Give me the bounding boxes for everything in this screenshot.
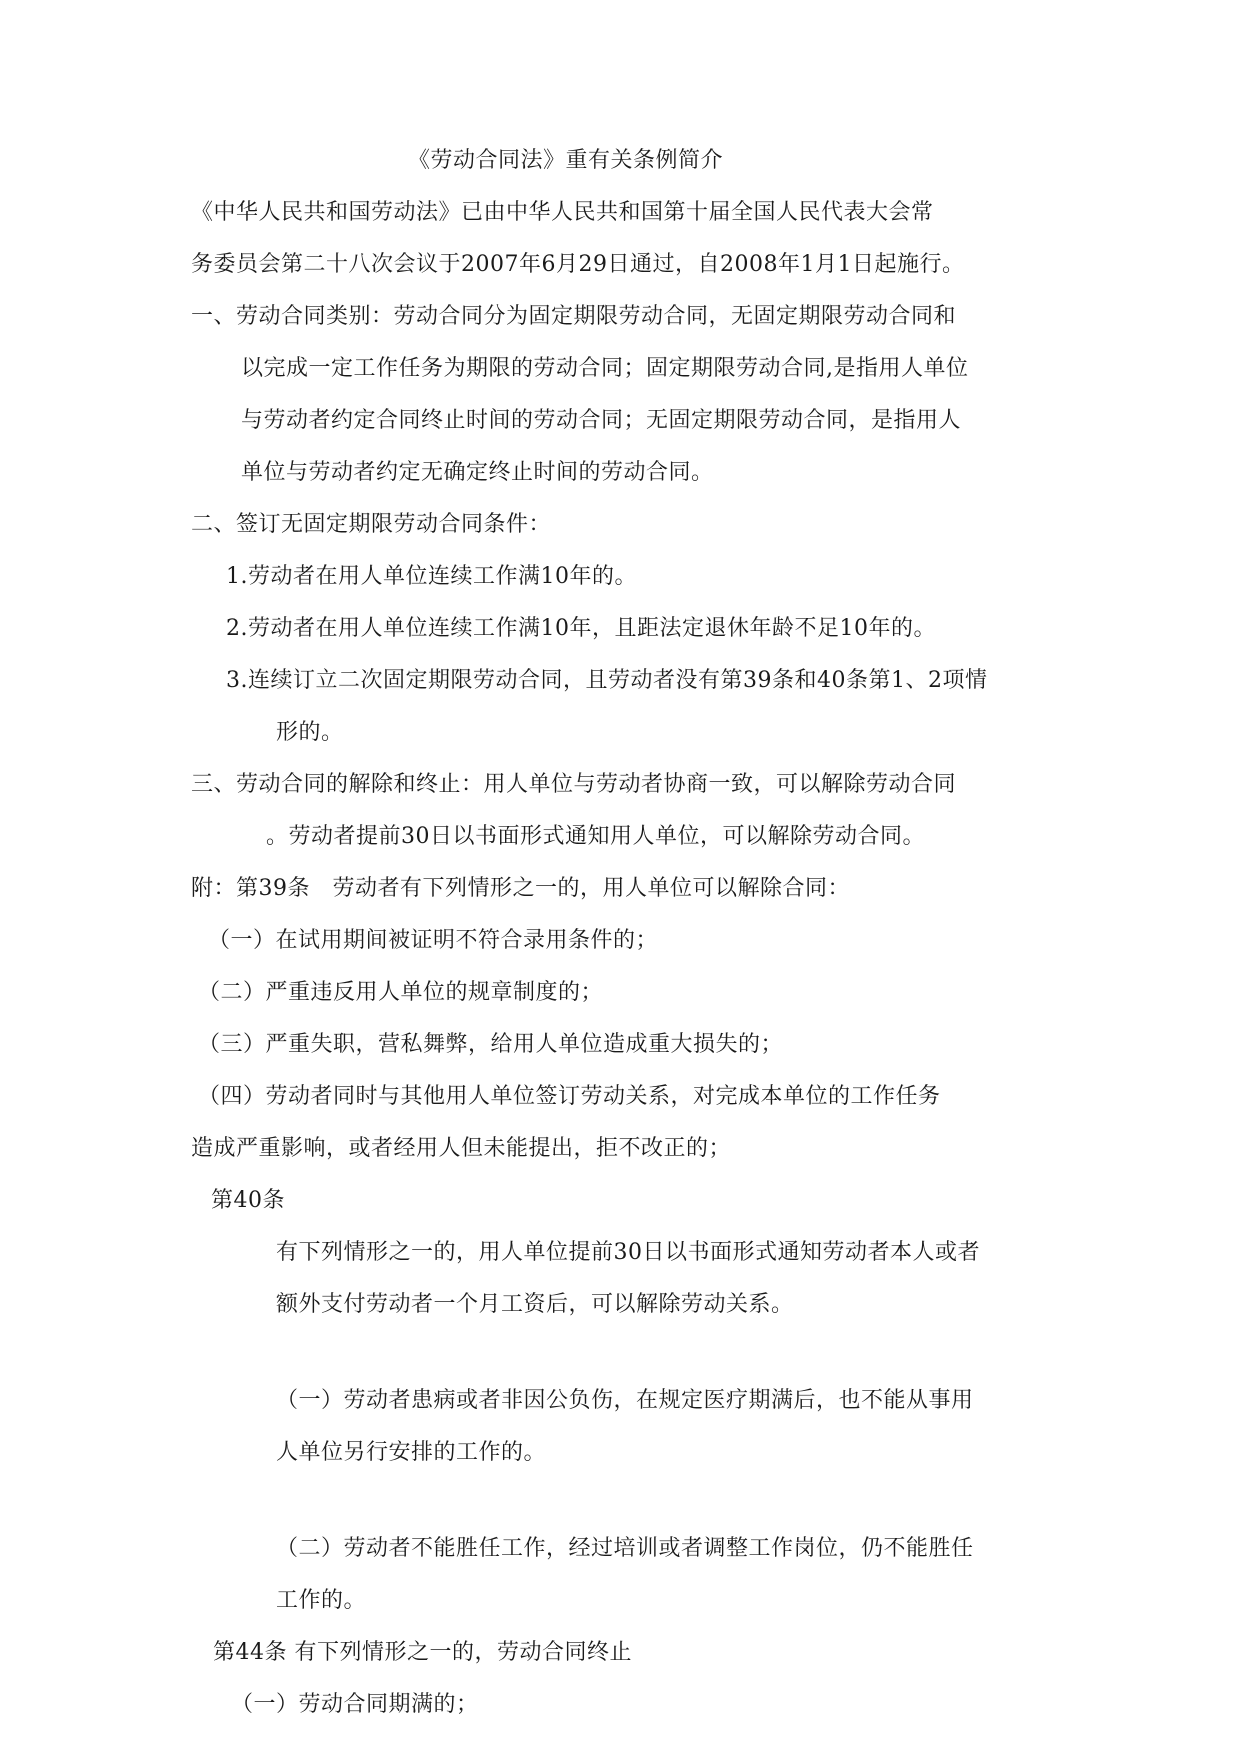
article-44-item-1: （一）劳动合同期满的；	[231, 1692, 479, 1717]
article-40-item-1-line-1: （一）劳动者患病或者非因公负伤，在规定医疗期满后，也不能从事用	[276, 1388, 974, 1413]
section-1-line-1: 一、劳动合同类别：劳动合同分为固定期限劳动合同，无固定期限劳动合同和	[191, 304, 957, 329]
section-2-item-3-line-2: 形的。	[276, 720, 344, 745]
article-39-heading: 附：第39条 劳动者有下列情形之一的，用人单位可以解除合同：	[191, 876, 850, 901]
section-3-line-1: 三、劳动合同的解除和终止：用人单位与劳动者协商一致，可以解除劳动合同	[191, 772, 957, 797]
article-40-item-2-line-1: （二）劳动者不能胜任工作，经过培训或者调整工作岗位，仍不能胜任	[276, 1536, 974, 1561]
section-1-line-4: 单位与劳动者约定无确定终止时间的劳动合同。	[241, 460, 714, 485]
article-40-item-1-line-2: 人单位另行安排的工作的。	[276, 1440, 547, 1465]
section-1-line-3: 与劳动者约定合同终止时间的劳动合同；无固定期限劳动合同，是指用人	[241, 408, 962, 433]
article-44-heading: 第44条 有下列情形之一的，劳动合同终止	[213, 1640, 632, 1665]
intro-line-2: 务委员会第二十八次会议于2007年6月29日通过，自2008年1月1日起施行。	[191, 252, 965, 277]
article-40-body-line-1: 有下列情形之一的，用人单位提前30日以书面形式通知劳动者本人或者	[276, 1240, 980, 1265]
article-40-heading: 第40条	[211, 1188, 285, 1213]
article-39-item-3: （三）严重失职，营私舞弊，给用人单位造成重大损失的；	[198, 1032, 784, 1057]
article-40-body-line-2: 额外支付劳动者一个月工资后，可以解除劳动关系。	[276, 1292, 794, 1317]
document-title: 《劳动合同法》重有关条例简介	[408, 148, 724, 173]
intro-line-1: 《中华人民共和国劳动法》已由中华人民共和国第十届全国人民代表大会常	[191, 200, 934, 225]
section-2-heading: 二、签订无固定期限劳动合同条件：	[191, 512, 552, 537]
section-2-item-3-line-1: 3.连续订立二次固定期限劳动合同，且劳动者没有第39条和40条第1、2项情	[226, 668, 988, 693]
article-39-item-1: （一）在试用期间被证明不符合录用条件的；	[208, 928, 659, 953]
section-1-line-2: 以完成一定工作任务为期限的劳动合同；固定期限劳动合同,是指用人单位	[241, 356, 969, 381]
article-40-item-2-line-2: 工作的。	[276, 1588, 367, 1613]
section-2-item-2: 2.劳动者在用人单位连续工作满10年，且距法定退休年龄不足10年的。	[226, 616, 936, 641]
article-39-item-4-line-1: （四）劳动者同时与其他用人单位签订劳动关系，对完成本单位的工作任务	[198, 1084, 941, 1109]
section-3-line-2: 。劳动者提前30日以书面形式通知用人单位，可以解除劳动合同。	[266, 824, 925, 849]
section-2-item-1: 1.劳动者在用人单位连续工作满10年的。	[226, 564, 637, 589]
article-39-item-4-line-2: 造成严重影响，或者经用人但未能提出，拒不改正的；	[191, 1136, 732, 1161]
article-39-item-2: （二）严重违反用人单位的规章制度的；	[198, 980, 604, 1005]
